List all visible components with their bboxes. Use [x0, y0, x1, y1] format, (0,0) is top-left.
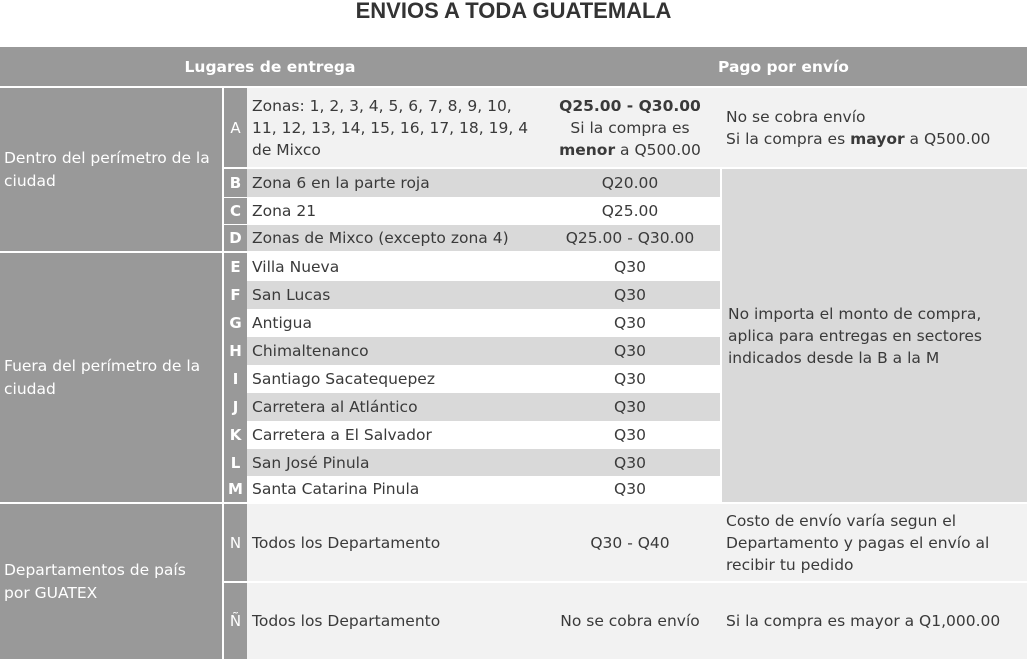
row-place: San Lucas [247, 281, 540, 309]
row-letter: L [224, 449, 247, 476]
row-price: Q25.00 [540, 198, 720, 224]
row-price: Q30 [540, 253, 720, 281]
row-place: Santiago Sacatequepez [247, 365, 540, 393]
row-note: Costo de envío varía segun el Departamento y pagas el envío al recibir tu pedido [720, 504, 1027, 581]
row-note: No se cobra envío Si la compra es mayor a Q500.00 [720, 88, 1027, 167]
row-place: Villa Nueva [247, 253, 540, 281]
region-dentro: Dentro del perímetro de la ciudad [0, 88, 222, 251]
row-price: Q30 [540, 281, 720, 309]
row-place: Chimaltenanco [247, 337, 540, 365]
row-place: Antigua [247, 309, 540, 337]
row-letter: F [224, 281, 247, 309]
row-letter: Ñ [224, 583, 247, 659]
row-price: Q30 [540, 337, 720, 365]
row-place: Zonas: 1, 2, 3, 4, 5, 6, 7, 8, 9, 10, 11, 12, 13, 14, 15, 16, 17, 18, 19, 4 de Mixco [247, 88, 540, 167]
region-fuera: Fuera del perímetro de la ciudad [0, 253, 222, 502]
row-letter: D [224, 225, 247, 251]
row-letter: K [224, 421, 247, 449]
row-letter: B [224, 169, 247, 197]
row-letter: G [224, 309, 247, 337]
shipping-table [0, 47, 1027, 659]
row-price: Q30 [540, 365, 720, 393]
row-letter: C [224, 198, 247, 224]
row-price: Q30 - Q40 [540, 504, 720, 581]
row-place: Todos los Departamento [247, 504, 540, 581]
row-place: San José Pinula [247, 449, 540, 476]
header-payment: Pago por envío [540, 47, 1027, 86]
header-places: Lugares de entrega [0, 47, 540, 86]
row-price: Q25.00 - Q30.00 Si la compra es menor a Q500.00 [540, 88, 720, 167]
page-title: ENVIOS A TODA GUATEMALA [355, 0, 672, 23]
row-price: Q30 [540, 421, 720, 449]
price-range: Q25.00 - Q30.00 [559, 96, 701, 115]
row-letter: N [224, 504, 247, 581]
row-price: No se cobra envío [540, 583, 720, 659]
row-place: Zonas de Mixco (excepto zona 4) [247, 225, 540, 251]
region-departamentos: Departamentos de país por GUATEX [0, 504, 222, 659]
row-price: Q25.00 - Q30.00 [540, 225, 720, 251]
row-letter: H [224, 337, 247, 365]
row-letter: E [224, 253, 247, 281]
row-letter: M [224, 476, 247, 502]
row-letter: I [224, 365, 247, 393]
row-place: Zona 6 en la parte roja [247, 169, 540, 197]
row-letter: J [224, 393, 247, 421]
row-place: Santa Catarina Pinula [247, 476, 540, 502]
row-price: Q30 [540, 476, 720, 502]
row-place: Carretera a El Salvador [247, 421, 540, 449]
row-letter: A [224, 88, 247, 167]
row-price: Q30 [540, 449, 720, 476]
row-place: Carretera al Atlántico [247, 393, 540, 421]
row-price: Q30 [540, 309, 720, 337]
note-b-to-m: No importa el monto de compra, aplica para entregas en sectores indicados desde la B a la M [722, 169, 1027, 502]
row-price: Q30 [540, 393, 720, 421]
row-place: Zona 21 [247, 198, 540, 224]
row-price: Q20.00 [540, 169, 720, 197]
row-note: Si la compra es mayor a Q1,000.00 [720, 583, 1027, 659]
row-place: Todos los Departamento [247, 583, 540, 659]
